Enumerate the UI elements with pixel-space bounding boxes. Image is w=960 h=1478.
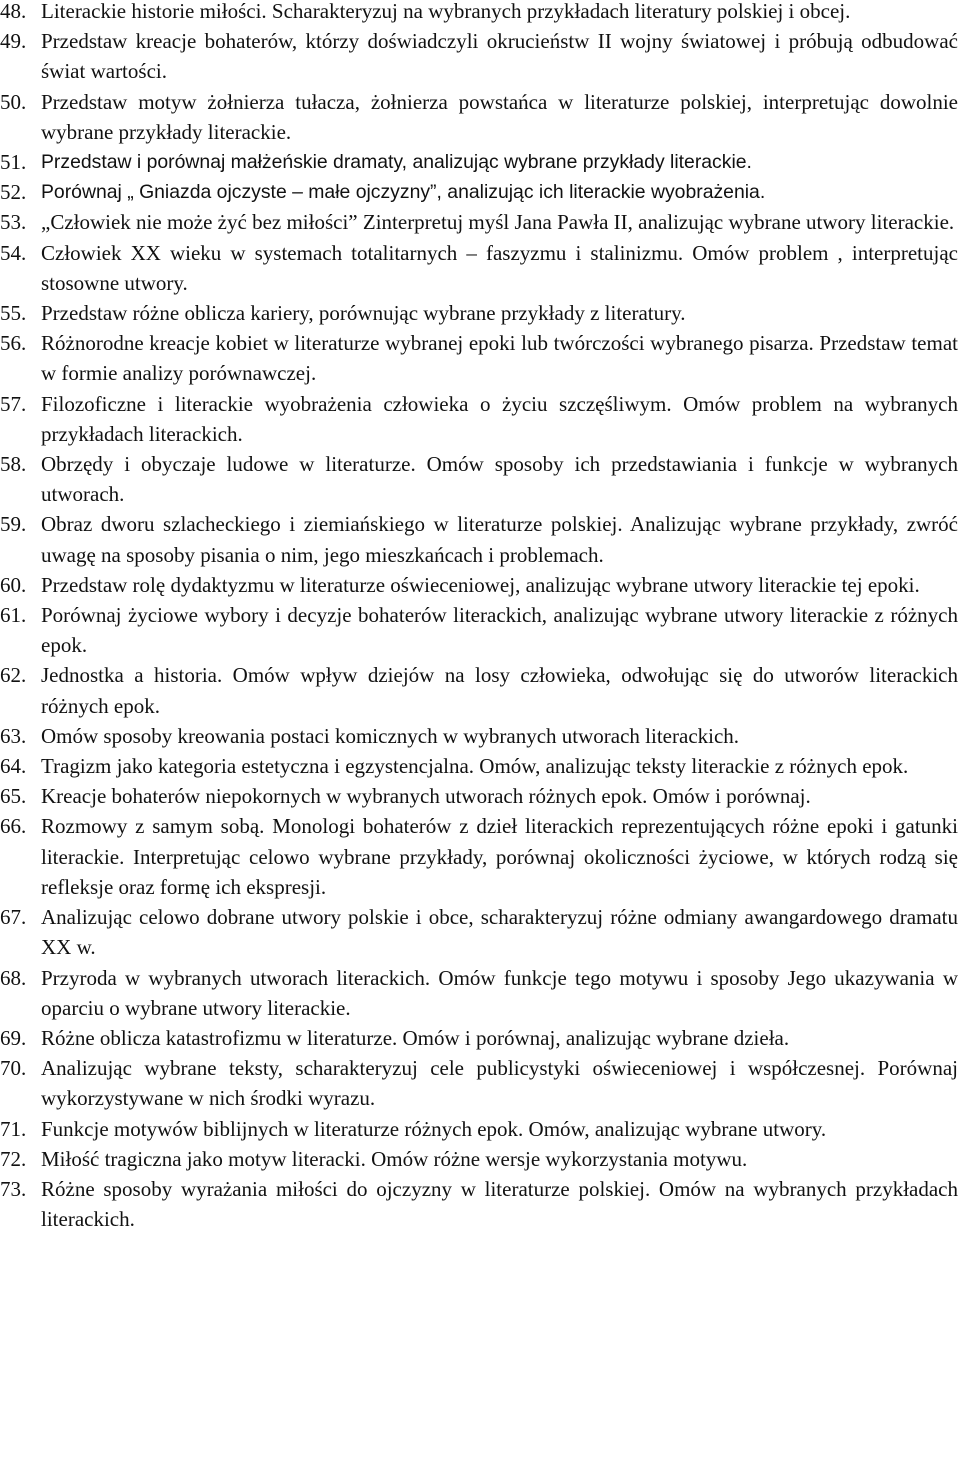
list-item: [0, 570, 958, 600]
item-text: Różnorodne kreacje kobiet w literaturze wybranej epoki lub twórczości wybranego pisarza. Przedstaw temat w formie analizy porównawczej.: [41, 331, 958, 386]
item-text: Omów sposoby kreowania postaci komicznych w wybranych utworach literackich.: [41, 723, 740, 748]
item-number: 63.: [0, 723, 27, 748]
item-text: Analizując celowo dobrane utwory polskie i obce, scharakteryzuj różne odmiany awangardowego dramatu XX w.: [41, 905, 958, 960]
item-text: Porównaj życiowe wybory i decyzje bohaterów literackich, analizując wybrane utwory literackie z różnych epok.: [41, 603, 958, 658]
item-text: Literackie historie miłości. Scharakteryzuj na wybranych przykładach literatury polskiej i obcej.: [41, 0, 851, 23]
item-text: Filozoficzne i literackie wyobrażenia człowieka o życiu szczęśliwym. Omów problem na wybranych przykładach literackich.: [41, 391, 958, 446]
item-number: 49.: [0, 29, 27, 54]
item-text: Człowiek XX wieku w systemach totalitarnych – faszyzmu i stalinizmu. Omów problem , interpretując stosowne utwory.: [41, 240, 958, 295]
list-item: [0, 177, 958, 207]
item-number: 59.: [0, 512, 27, 537]
list-item: [0, 449, 958, 509]
item-number: 64.: [0, 754, 27, 779]
item-number: 71.: [0, 1116, 27, 1141]
item-number: 60.: [0, 572, 27, 597]
item-text: Porównaj „ Gniazda ojczyste – małe ojczyzny”, analizując ich literackie wyobrażenia.: [41, 181, 766, 204]
list-item: [0, 87, 958, 147]
item-number: 58.: [0, 452, 27, 477]
item-number: 52.: [0, 180, 27, 205]
list-item: [0, 389, 958, 449]
item-text: Przedstaw i porównaj małżeńskie dramaty, analizując wybrane przykłady literackie.: [41, 151, 752, 174]
list-item: [0, 328, 958, 388]
list-item: [0, 26, 958, 86]
item-text: Obraz dworu szlacheckiego i ziemiańskiego w literaturze polskiej. Analizując wybrane przykłady, zwróć uwagę na sposoby pisania o nim, jego mieszkańcach i problemach.: [41, 512, 958, 567]
item-number: 48.: [0, 0, 27, 23]
item-number: 66.: [0, 814, 27, 839]
list-item: [0, 1114, 958, 1144]
item-text: Kreacje bohaterów niepokornych w wybranych utworach różnych epok. Omów i porównaj.: [41, 784, 811, 809]
item-text: Funkcje motywów biblijnych w literaturze różnych epok. Omów, analizując wybrane utwory.: [41, 1116, 827, 1141]
item-number: 67.: [0, 905, 27, 930]
list-item: [0, 0, 958, 26]
list-item: [0, 963, 958, 1023]
list-item: [0, 1023, 958, 1053]
item-number: 57.: [0, 391, 27, 416]
list-item: [0, 1174, 958, 1234]
item-number: 69.: [0, 1025, 27, 1050]
list-item: [0, 660, 958, 720]
item-number: 61.: [0, 603, 27, 628]
item-text: Miłość tragiczna jako motyw literacki. Omów różne wersje wykorzystania motywu.: [41, 1146, 748, 1171]
list-item: [0, 207, 958, 237]
item-text: Obrzędy i obyczaje ludowe w literaturze. Omów sposoby ich przedstawiania i funkcje w wybranych utworach.: [41, 452, 958, 507]
list-item: [0, 1053, 958, 1113]
list-item: [0, 600, 958, 660]
item-number: 50.: [0, 89, 27, 114]
item-text: Przedstaw różne oblicza kariery, porównując wybrane przykłady z literatury.: [41, 301, 686, 326]
item-text: „Człowiek nie może żyć bez miłości” Zinterpretuj myśl Jana Pawła II, analizując wybrane utwory literackie.: [41, 210, 955, 235]
item-text: Tragizm jako kategoria estetyczna i egzystencjalna. Omów, analizując teksty literackie z różnych epok.: [41, 754, 909, 779]
item-number: 62.: [0, 663, 27, 688]
list-item: [0, 751, 958, 781]
list-item: [0, 902, 958, 962]
item-text: Analizując wybrane teksty, scharakteryzuj cele publicystyki oświeceniowej i współczesnej. Porównaj wykorzystywane w nich środki wyrazu.: [41, 1056, 958, 1111]
item-number: 53.: [0, 210, 27, 235]
item-number: 54.: [0, 240, 27, 265]
list-item: [0, 298, 958, 328]
item-text: Przyroda w wybranych utworach literackich. Omów funkcje tego motywu i sposoby Jego ukazywania w oparciu o wybrane utwory literackie.: [41, 965, 958, 1020]
item-text: Różne oblicza katastrofizmu w literaturze. Omów i porównaj, analizując wybrane dzieła.: [41, 1025, 790, 1050]
list-item: [0, 147, 958, 177]
list-item: [0, 238, 958, 298]
item-text: Różne sposoby wyrażania miłości do ojczyzny w literaturze polskiej. Omów na wybranych przykładach literackich.: [41, 1176, 958, 1232]
item-number: 70.: [0, 1056, 27, 1081]
item-number: 56.: [0, 331, 27, 356]
list-item: [0, 1144, 958, 1174]
item-text: Przedstaw rolę dydaktyzmu w literaturze oświeceniowej, analizując wybrane utwory literackie tej epoki.: [41, 572, 920, 597]
item-text: Rozmowy z samym sobą. Monologi bohaterów z dzieł literackich reprezentujących różne epoki i gatunki literackie. Interpretując celowo wybrane przykłady, porównaj okoliczności życiowe, w których rodzą się refleksje oraz formę ich ekspresji.: [41, 814, 958, 899]
list-item: [0, 509, 958, 569]
item-number: 68.: [0, 965, 27, 990]
item-text: Przedstaw kreacje bohaterów, którzy doświadczyli okrucieństw II wojny światowej i próbują odbudować świat wartości.: [41, 29, 958, 84]
item-number: 51.: [0, 150, 27, 175]
item-number: 72.: [0, 1146, 27, 1171]
list-item: [0, 721, 958, 751]
list-item: [0, 811, 958, 902]
list-item: [0, 781, 958, 811]
item-number: 65.: [0, 784, 27, 809]
item-text: Przedstaw motyw żołnierza tułacza, żołnierza powstańca w literaturze polskiej, interpretując dowolnie wybrane przykłady literackie.: [41, 89, 958, 144]
item-number: 55.: [0, 301, 27, 326]
item-number: 73.: [0, 1176, 27, 1201]
item-text: Jednostka a historia. Omów wpływ dziejów na losy człowieka, odwołując się do utworów literackich różnych epok.: [41, 663, 958, 718]
